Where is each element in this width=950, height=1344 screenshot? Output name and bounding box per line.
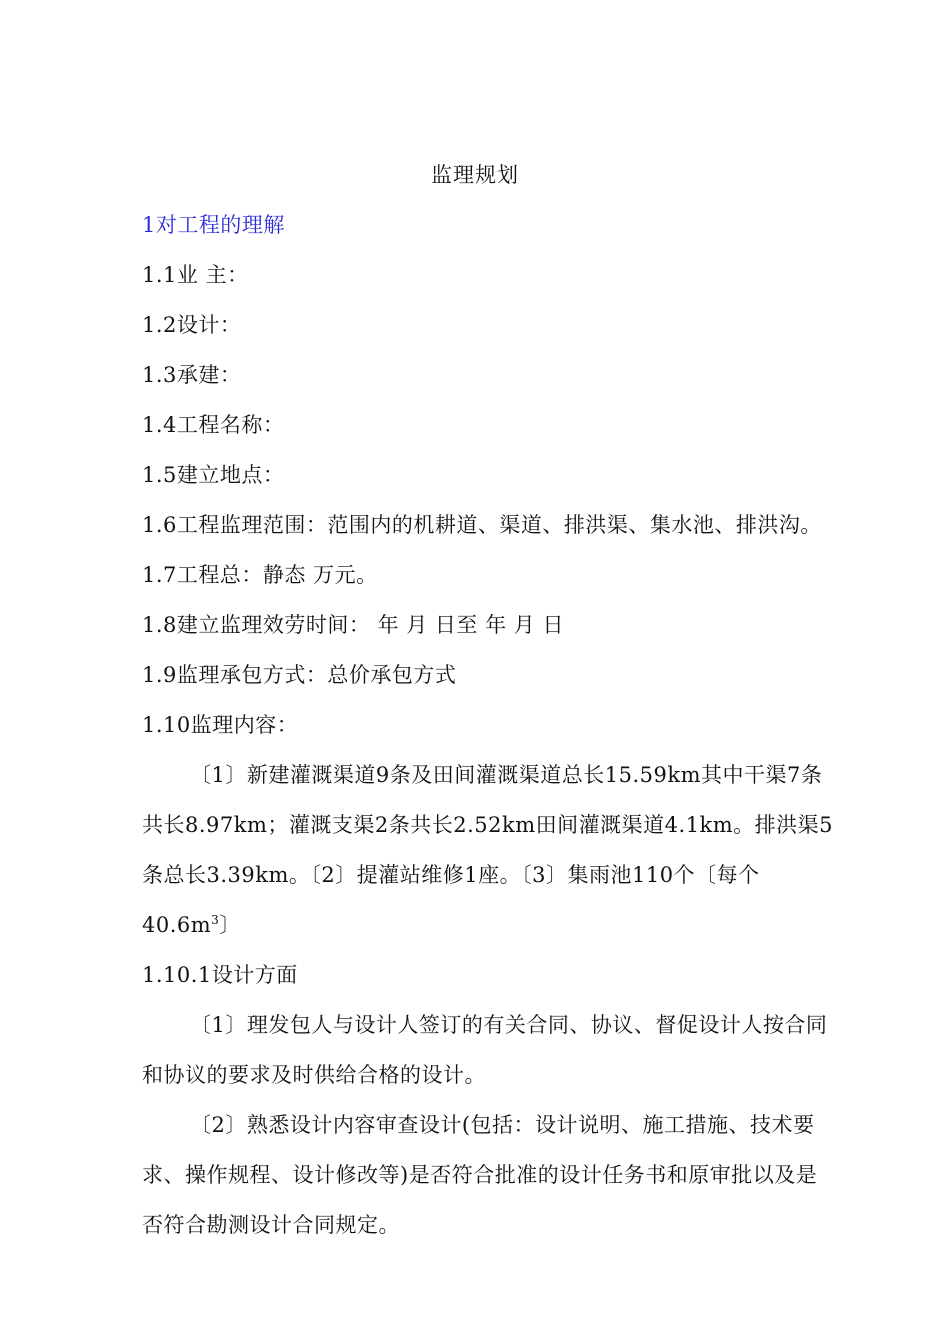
document-title: 监理规划 bbox=[431, 163, 519, 187]
item-total-investment: 1.7工程总：静态 万元。 bbox=[142, 563, 378, 587]
item-supervision-scope: 1.6工程监理范围：范围内的机耕道、渠道、排洪渠、集水池、排洪沟。 bbox=[142, 513, 822, 537]
item-location: 1.5建立地点： bbox=[142, 463, 285, 487]
content-line-3: 条总长3.39km。〔2〕提灌站维修1座。〔3〕集雨池110个〔每个 bbox=[142, 863, 760, 887]
para2-line-3: 否符合勘测设计合同规定。 bbox=[142, 1213, 400, 1237]
item-service-time: 1.8建立监理效劳时间： 年 月 日至 年 月 日 bbox=[142, 613, 564, 637]
content-line-2: 共长8.97km；灌溉支渠2条共长2.52km田间灌溉渠道4.1km。排洪渠5 bbox=[142, 813, 834, 837]
content-line-1: 〔1〕新建灌溉渠道9条及田间灌溉渠道总长15.59km其中干渠7条 bbox=[190, 763, 823, 787]
content-line-4 bbox=[142, 910, 862, 940]
content-line-4-text: 40.6m bbox=[142, 913, 212, 937]
item-contract-mode: 1.9监理承包方式：总价承包方式 bbox=[142, 663, 457, 687]
item-contractor: 1.3承建： bbox=[142, 363, 242, 387]
item-owner: 1.1业 主： bbox=[142, 263, 249, 287]
item-supervision-content: 1.10监理内容： bbox=[142, 713, 299, 737]
para2-line-1: 〔2〕熟悉设计内容审查设计(包括：设计说明、施工措施、技术要 bbox=[190, 1113, 815, 1137]
subsection-design-aspect: 1.10.1设计方面 bbox=[142, 963, 298, 987]
para2-line-2: 求、操作规程、设计修改等)是否符合批准的设计任务书和原审批以及是 bbox=[142, 1163, 818, 1187]
para1-line-1: 〔1〕理发包人与设计人签订的有关合同、协议、督促设计人按合同 bbox=[190, 1013, 828, 1037]
item-project-name: 1.4工程名称： bbox=[142, 413, 285, 437]
para1-line-2: 和协议的要求及时供给合格的设计。 bbox=[142, 1063, 486, 1087]
content-line-4-close: 〕 bbox=[219, 913, 241, 937]
superscript-three: 3 bbox=[211, 913, 220, 927]
item-design: 1.2设计： bbox=[142, 313, 242, 337]
section-heading: 1对工程的理解 bbox=[142, 213, 285, 237]
